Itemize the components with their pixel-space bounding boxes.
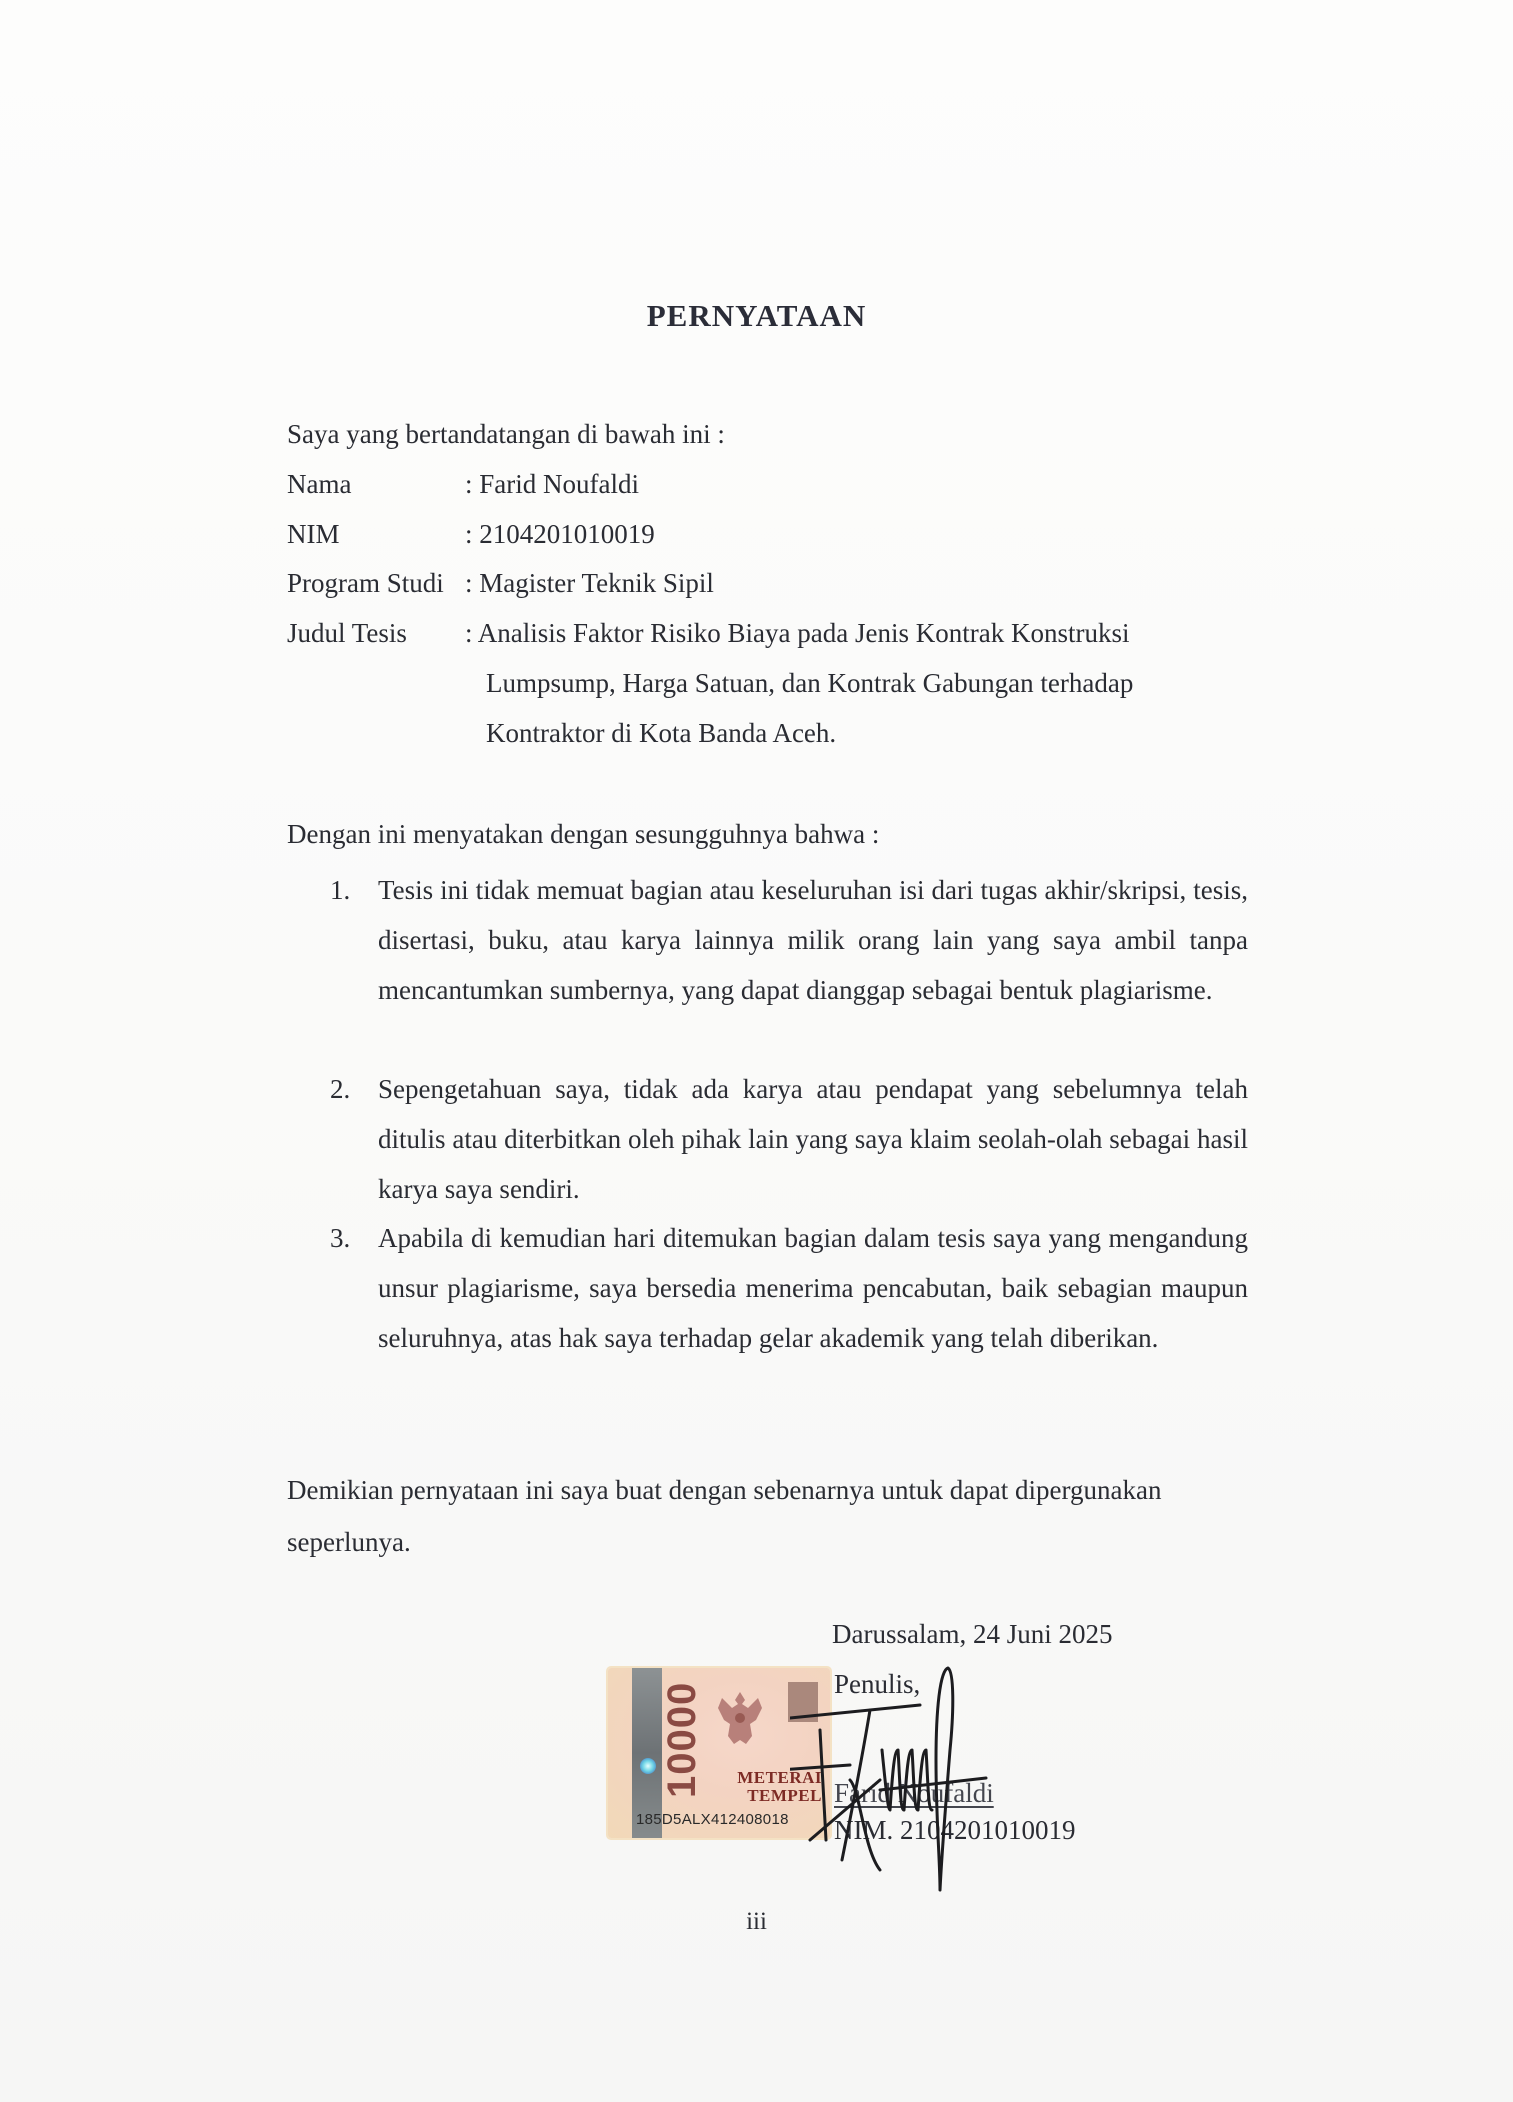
statement-number: 2. xyxy=(330,1074,351,1104)
stamp-serial: 185D5ALX412408018 xyxy=(636,1811,789,1828)
statement-intro: Dengan ini menyatakan dengan sesungguhnya bahwa : xyxy=(287,819,880,849)
stamp-label-tempel: TEMPEL xyxy=(747,1786,822,1805)
document-title: PERNYATAAN xyxy=(646,298,867,333)
statement-number: 1. xyxy=(330,875,351,905)
meterai-stamp xyxy=(608,1668,830,1838)
stamp-portrait-mark xyxy=(788,1682,818,1722)
signer-nim: NIM. 2104201010019 xyxy=(834,1815,1076,1845)
signer-role: Penulis, xyxy=(834,1669,921,1699)
judul-tesis-line-2: Lumpsump, Harga Satuan, dan Kontrak Gabungan terhadap xyxy=(486,668,1134,698)
program-studi-label: Program Studi xyxy=(287,568,444,598)
signer-name: Farid Noufaldi xyxy=(834,1778,994,1808)
hologram-icon xyxy=(640,1758,656,1774)
statement-text: Tesis ini tidak memuat bagian atau keseluruhan isi dari tugas akhir/skripsi, tesis, disertasi, buku, atau karya lainnya milik orang lain yang saya ambil tanpa mencantumkan sumbernya, yang dapat dianggap sebagai bentuk plagiarisme. xyxy=(378,875,1248,1005)
closing-statement: Demikian pernyataan ini saya buat dengan sebenarnya untuk dapat dipergunakan seperlunya. xyxy=(287,1475,1162,1557)
garuda-emblem-icon xyxy=(712,1686,768,1756)
statement-text: Apabila di kemudian hari ditemukan bagian dalam tesis saya yang mengandung unsur plagiarisme, saya bersedia menerima pencabutan, baik sebagian maupun seluruhnya, atas hak saya terhadap gelar akademik yang telah diberikan. xyxy=(378,1223,1248,1353)
nim-label: NIM xyxy=(287,519,340,549)
judul-tesis-line-1: : Analisis Faktor Risiko Biaya pada Jenis Kontrak Konstruksi xyxy=(465,618,1130,648)
intro-text: Saya yang bertandatangan di bawah ini : xyxy=(287,419,725,449)
program-studi-value: : Magister Teknik Sipil xyxy=(465,568,714,598)
page-number: iii xyxy=(746,1908,767,1935)
place-date: Darussalam, 24 Juni 2025 xyxy=(832,1619,1113,1649)
nama-label: Nama xyxy=(287,469,352,499)
nim-value: : 2104201010019 xyxy=(465,519,655,549)
stamp-label-meterai: METERAI xyxy=(737,1768,822,1787)
stamp-value: 10000 xyxy=(660,1681,704,1798)
nama-value: : Farid Noufaldi xyxy=(465,469,639,499)
statement-number: 3. xyxy=(330,1223,351,1253)
statement-text: Sepengetahuan saya, tidak ada karya atau pendapat yang sebelumnya telah ditulis atau diterbitkan oleh pihak lain yang saya klaim seolah-olah sebagai hasil karya saya sendiri. xyxy=(378,1074,1248,1204)
judul-tesis-label: Judul Tesis xyxy=(287,618,407,648)
judul-tesis-line-3: Kontraktor di Kota Banda Aceh. xyxy=(486,718,837,748)
